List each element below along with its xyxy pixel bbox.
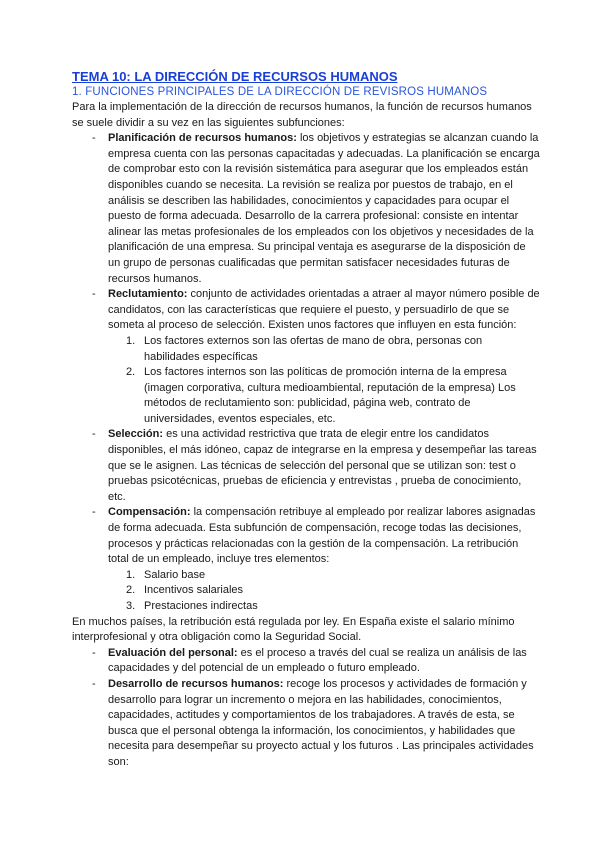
list-item-planificacion [72, 131, 540, 287]
term-label: Evaluación del personal: [108, 646, 238, 659]
document-title: TEMA 10: LA DIRECCIÓN DE RECURSOS HUMANOS [72, 69, 398, 84]
term-description: conjunto de actividades orientadas a atraer al mayor número posible de candidatos, con las características que requiere el puesto, y persuadirlo de que se someta al proceso de selección. Existen unos factores que influyen en esta función: [108, 288, 540, 332]
list-item-evaluacion [72, 646, 540, 677]
numbered-item: 1. Salario base [126, 568, 206, 581]
term-label: Compensación: [108, 506, 191, 519]
list-item-desarrollo [72, 677, 540, 771]
term-label: Reclutamiento: [108, 288, 188, 301]
document-page [72, 68, 540, 771]
list-dash: - [92, 646, 96, 659]
numbered-list-retribucion [72, 568, 540, 615]
term-description: es una actividad restrictiva que trata de elegir entre los candidatos disponibles, el más idóneo, capaz de integrarse en la empresa y desempeñar las tareas que se le asignen. Las técnicas de selección del personal que se utilizan son: test o pruebas psicotécnicas, pruebas de eficiencia y entrevistas , prueba de conocimiento, etc. [108, 428, 537, 503]
numbered-item: 2. Incentivos salariales [126, 584, 244, 597]
list-dash: - [92, 428, 96, 441]
list-dash: - [92, 288, 96, 301]
term-description: los objetivos y estrategias se alcanzan cuando la empresa cuenta con las personas capacitadas y adecuadas. La planificación se encarga de comprobar esto con la revisión sistemática para asegurar que los empleados están disponibles cuando se necesita. La revisión se realiza por puestos de trabajo, en el análisis se describen las habilidades, conocimientos y capacidades para ocupar el puesto de forma adecuada. Desarrollo de la carrera profesional: consiste en intentar alinear las metas profesionales de los empleados con los objetivos y necesidades de la planificación de una empresa. Su principal ventaja es asegurarse de la disposición de un grupo de personas cualificadas que permitan satisfacer necesidades futuras de recursos humanos. [108, 132, 540, 285]
numbered-item: 1. Los factores externos son las ofertas de mano de obra, personas con habilidades específicas [126, 334, 483, 363]
list-item-reclutamiento [72, 287, 540, 334]
term-description: la compensación retribuye al empleado por realizar labores asignadas de forma adecuada. Esta subfunción de compensación, recoge todas las decisiones, procesos y prácticas relacionadas con la gestión de la compensación. La retribución total de un empleado, incluye tres elementos: [108, 506, 536, 566]
numbered-list-factores [72, 334, 540, 428]
numbered-item: 2. Los factores internos son las políticas de promoción interna de la empresa (imagen corporativa, cultura medioambiental, reputación de la empresa) Los métodos de reclutamiento son: publicidad, página web, contrato de universidades, eventos especiales, etc. [126, 366, 516, 425]
term-label: Selección: [108, 428, 164, 441]
list-item-compensacion [72, 505, 540, 567]
numbered-item: 3. Prestaciones indirectas [126, 600, 258, 612]
term-label: Planificación de recursos humanos: [108, 132, 297, 145]
intro-paragraph: Para la implementación de la dirección de recursos humanos, la función de recursos humanos se suele dividir a su vez en las siguientes subfunciones: [72, 101, 532, 129]
list-dash: - [92, 677, 96, 690]
section-heading: 1. FUNCIONES PRINCIPALES DE LA DIRECCIÓN DE REVISROS HUMANOS [72, 86, 488, 98]
term-label: Desarrollo de recursos humanos: [108, 677, 284, 690]
list-dash: - [92, 132, 96, 145]
list-dash: - [92, 506, 96, 519]
term-description: recoge los procesos y actividades de formación y desarrollo para lograr un incremento o mejora en las habilidades, conocimientos, capacidades, actitudes y comportamientos de los trabajadores. A través de esta, se busca que el personal obtenga la información, los conocimientos, y habilidades que necesita para desempeñar su proyecto actual y los futuros . Las principales actividades son: [108, 677, 534, 768]
list-item-seleccion [72, 427, 540, 505]
term-description: es el proceso a través del cual se realiza un análisis de las capacidades y del potencial de un empleado o futuro empleado. [108, 646, 527, 675]
middle-paragraph: En muchos países, la retribución está regulada por ley. En España existe el salario mínimo interprofesional y otra obligación como la Seguridad Social. [72, 615, 515, 644]
